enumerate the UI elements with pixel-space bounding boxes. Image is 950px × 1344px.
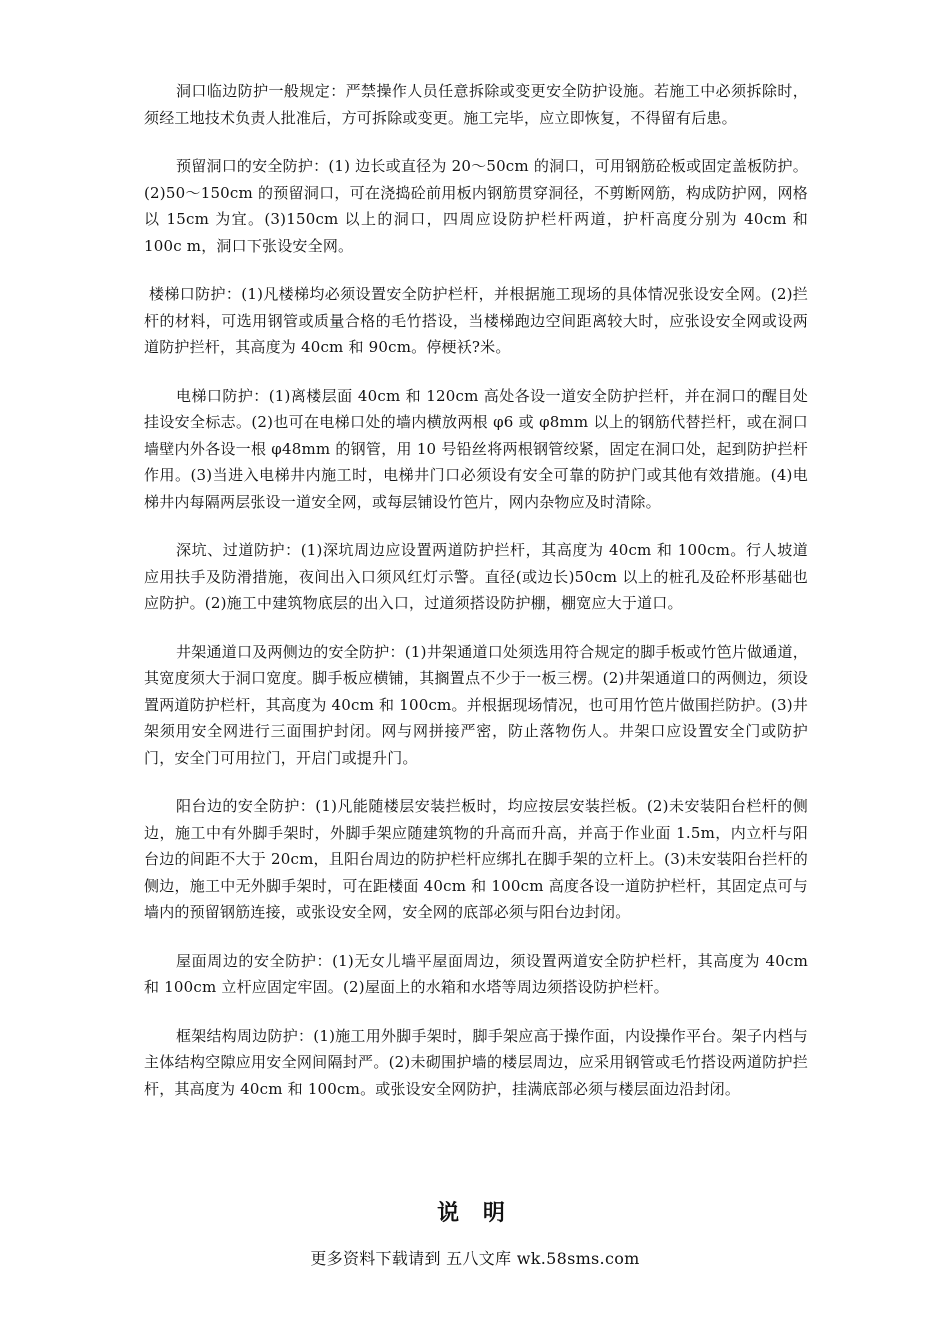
paragraph-pit-passage-protection: 深坑、过道防护：(1)深坑周边应设置两道防护拦杆，其高度为 40cm 和 100cm。行人坡道应用扶手及防滑措施，夜间出入口须风红灯示警。直径(或边长)50cm 以上的桩孔及砼杯形基础也应防护。(2)施工中建筑物底层的出入口，过道须搭设防护棚，棚宽应大于道口。 xyxy=(144,541,808,612)
section-title: 说 明 xyxy=(437,1200,513,1226)
paragraph-stairwell-protection: 楼梯口防护：(1)凡楼梯均必须设置安全防护栏杆，并根据施工现场的具体情况张设安全网。(2)拦杆的材料，可选用钢管或质量合格的毛竹搭设，当楼梯跑边空间距离较大时，应张设安全网或设两道防护拦杆，其高度为 40cm 和 90cm。停梗袄?米。 xyxy=(144,285,808,356)
paragraph-balcony-protection: 阳台边的安全防护：(1)凡能随楼层安装拦板时，均应按层安装拦板。(2)未安装阳台栏杆的侧边，施工中有外脚手架时，外脚手架应随建筑物的升高而升高，并高于作业面 1.5m，内立杆与阳台边的间距不大于 20cm，且阳台周边的防护栏杆应绑扎在脚手架的立杆上。(3)未安装阳台拦杆的侧边，施工中无外脚手架时，可在距楼面 40cm 和 100cm 高度各设一道防护栏杆，其固定点可与墙内的预留钢筋连接，或张设安全网，安全网的底部必须与阳台边封闭。 xyxy=(144,797,808,921)
paragraph-elevator-opening-protection: 电梯口防护：(1)离楼层面 40cm 和 120cm 高处各设一道安全防护拦杆，并在洞口的醒目处挂设安全标志。(2)也可在电梯口处的墙内横放两根 φ6 或 φ8mm 以上的钢筋代替拦杆，或在洞口墙壁内外各设一根 φ48mm 的钢管，用 10 号铅丝将两根钢管绞紧，固定在洞口处，起到防护拦杆作用。(3)当进入电梯井内施工时，电梯井门口必须设有安全可靠的防护门或其他有效措施。(4)电梯井内每隔两层张设一道安全网，或每层铺设竹笆片，网内杂物应及时清除。 xyxy=(144,386,808,511)
paragraph-frame-edge-protection: 框架结构周边防护：(1)施工用外脚手架时，脚手架应高于操作面，内设操作平台。架子内档与主体结构空隙应用安全网间隔封严。(2)未砌围护墙的楼层周边，应采用钢管或毛竹搭设两道防护拦杆，其高度为 40cm 和 100cm。或张设安全网防护，挂满底部必须与楼层面边沿封闭。 xyxy=(144,1026,808,1098)
paragraph-hole-edge-protection: 洞口临边防护一般规定：严禁操作人员任意拆除或变更安全防护设施。若施工中必须拆除时，须经工地技术负责人批准后，方可拆除或变更。施工完毕，应立即恢复，不得留有后患。 xyxy=(144,82,808,127)
footer-download-note: 更多资料下载请到 五八文库 wk.58sms.com xyxy=(310,1249,640,1268)
document-body xyxy=(144,78,808,1124)
paragraph-reserved-hole-protection: 预留洞口的安全防护：(1) 边长或直径为 20～50cm 的洞口，可用钢筋砼板或固定盖板防护。(2)50～150cm 的预留洞口，可在浇捣砼前用板内钢筋贯穿洞径，不剪断网筋，构成防护网，网格以 15cm 为宜。(3)150cm 以上的洞口，四周应设防护栏杆两道，护杆高度分别为 40cm 和 100c m，洞口下张设安全网。 xyxy=(144,157,808,255)
paragraph-hoist-passage-protection: 井架通道口及两侧边的安全防护：(1)井架通道口处须选用符合规定的脚手板或竹笆片做通道，其宽度须大于洞口宽度。脚手板应横铺，其搁置点不少于一板三楞。(2)井架通道口的两侧边，须设置两道防护栏杆，其高度为 40cm 和 100cm。并根据现场情况，也可用竹笆片做围拦防护。(3)井架须用安全网进行三面围护封闭。网与网拼接严密，防止落物伤人。井架口应设置安全门或防护门，安全门可用拉门，开启门或提升门。 xyxy=(144,642,808,767)
paragraph-roof-edge-protection: 屋面周边的安全防护：(1)无女儿墙平屋面周边，须设置两道安全防护栏杆，其高度为 40cm 和 100cm 立杆应固定牢固。(2)屋面上的水箱和水塔等周边须搭设防护栏杆。 xyxy=(144,951,808,996)
